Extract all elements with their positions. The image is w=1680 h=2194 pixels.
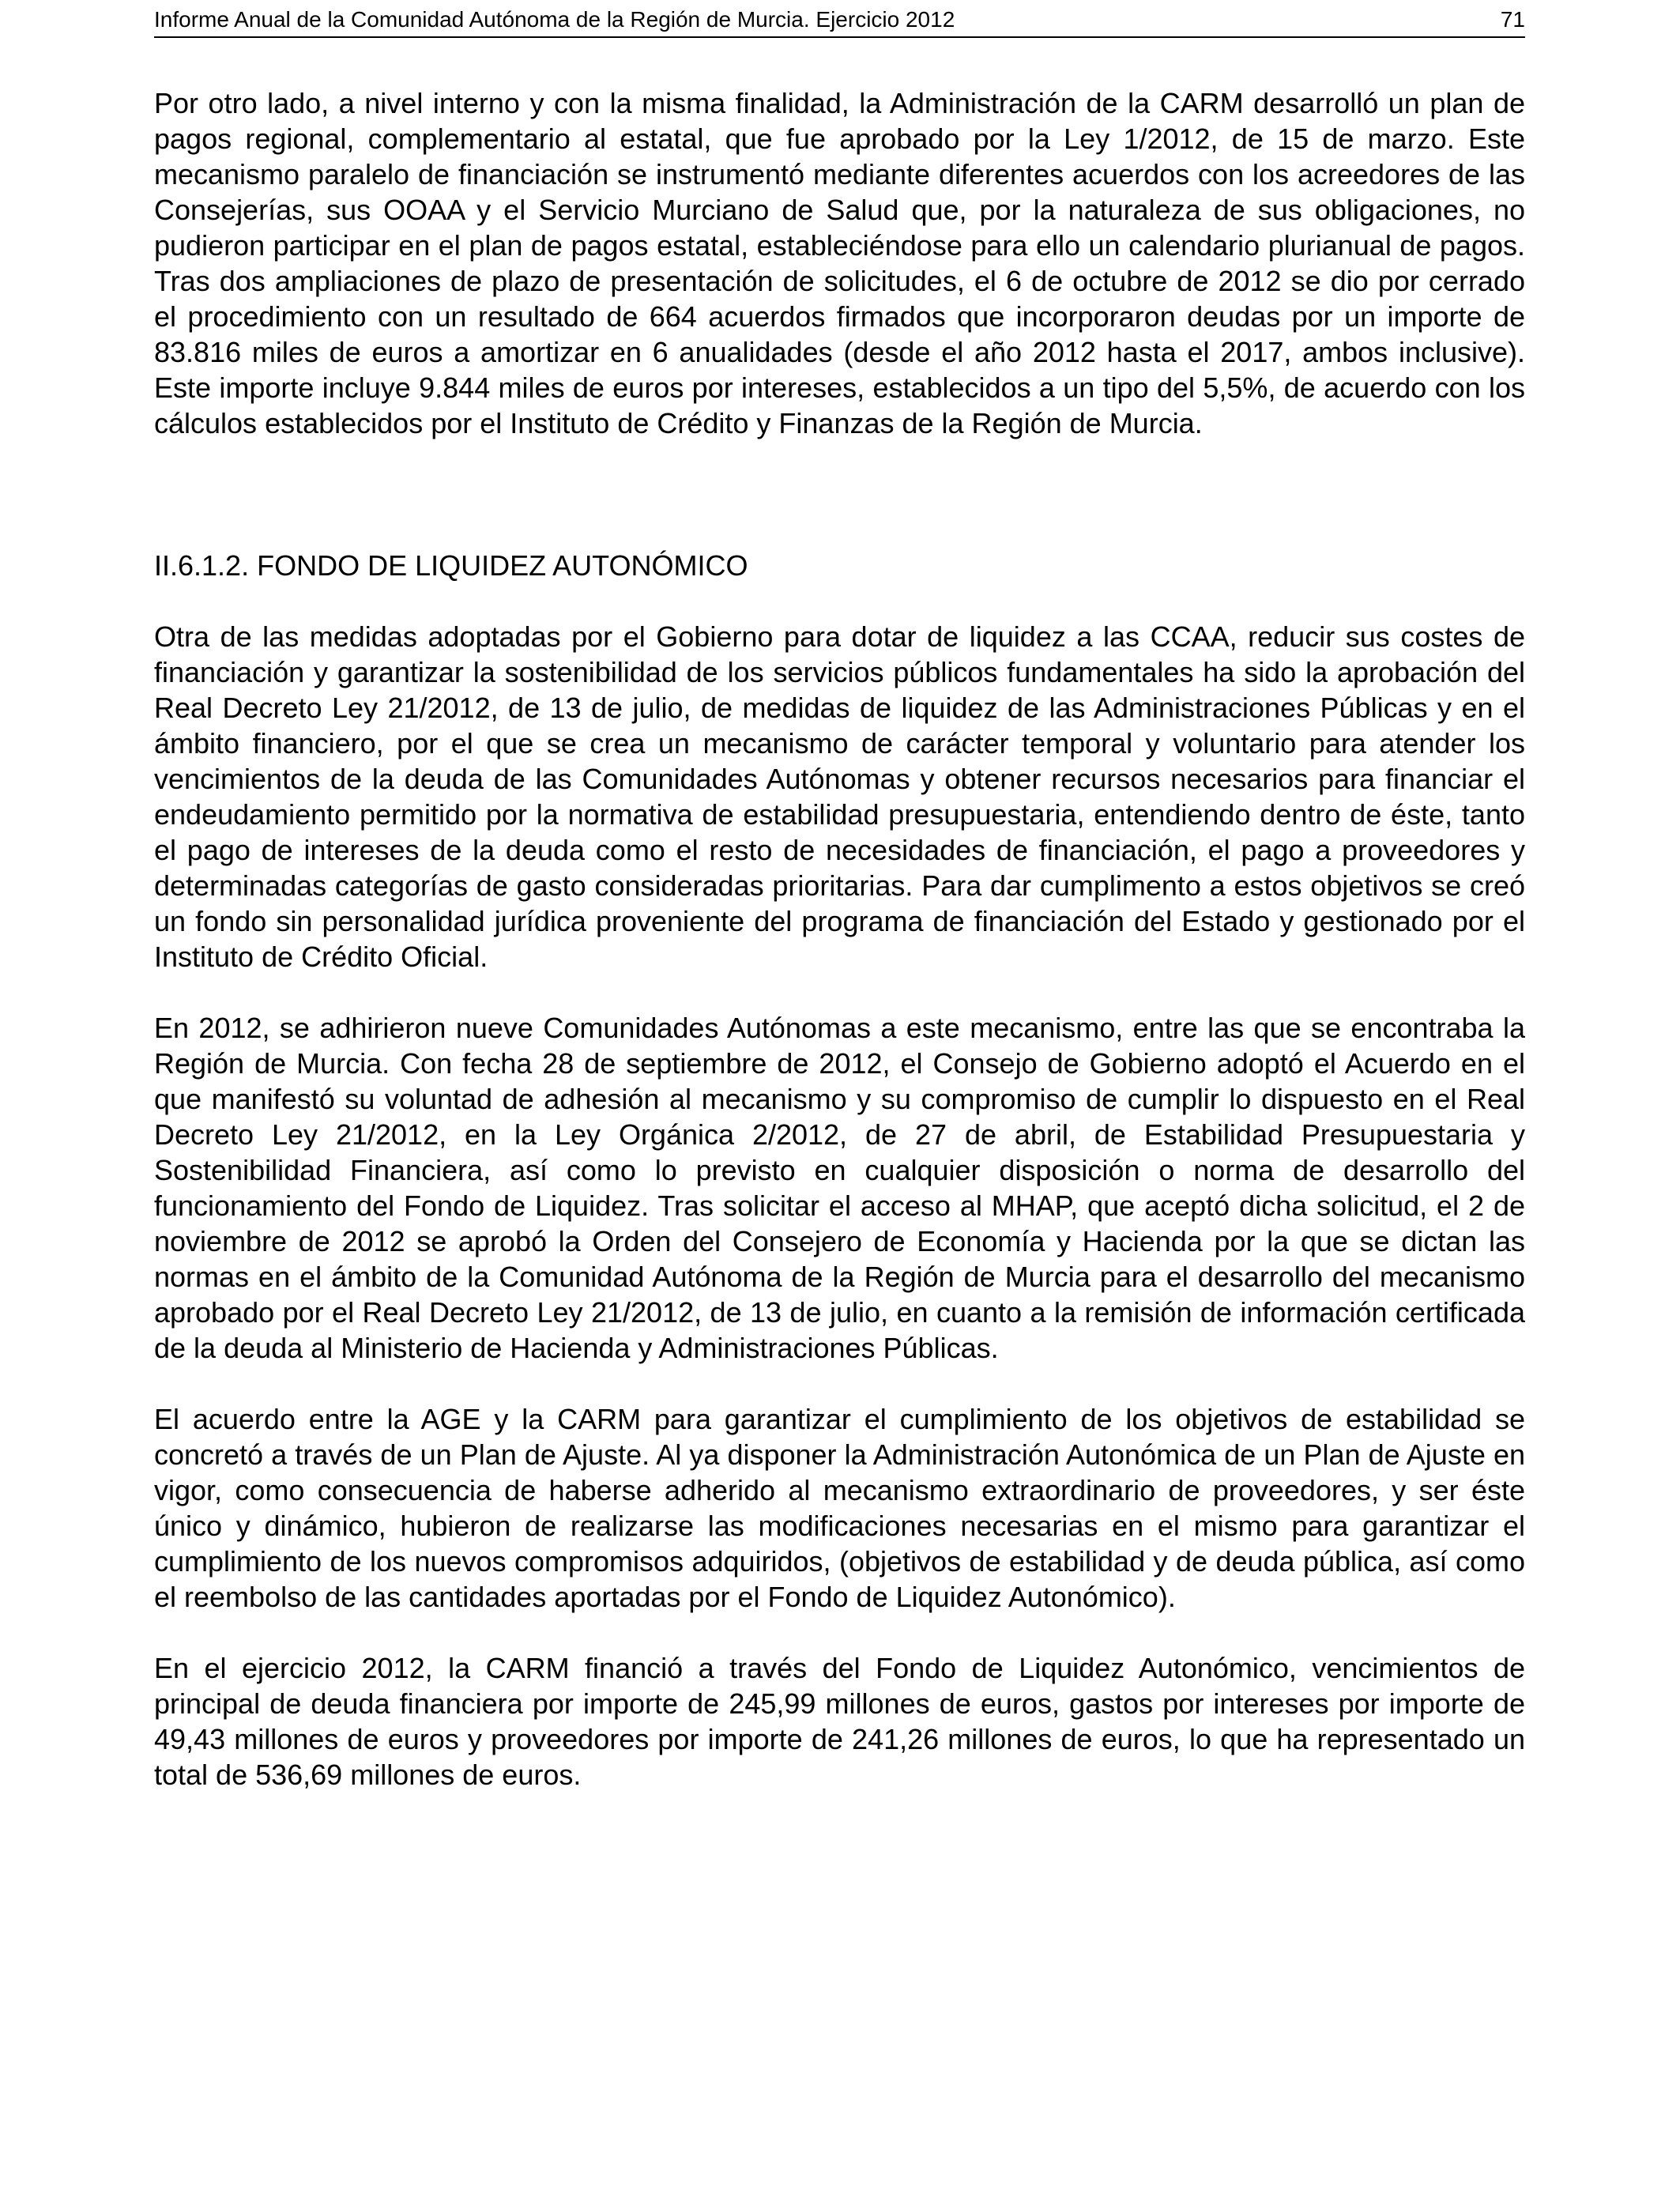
body-paragraph: En 2012, se adhirieron nueve Comunidades Autónomas a este mecanismo, entre las que se encontraba la Región de Murcia. Con fecha 28 de septiembre de 2012, el Consejo de Gobierno adoptó el Acuerdo en el que manifestó su voluntad de adhesión al mecanismo y su compromiso de cumplir lo dispuesto en el Real Decreto Ley 21/2012, en la Ley Orgánica 2/2012, de 27 de abril, de Estabilidad Presupuestaria y Sostenibilidad Financiera, así como lo previsto en cualquier disposición o norma de desarrollo del funcionamiento del Fondo de Liquidez. Tras solicitar el acceso al MHAP, que aceptó dicha solicitud, el 2 de noviembre de 2012 se aprobó la Orden del Consejero de Economía y Hacienda por la que se dictan las normas en el ámbito de la Comunidad Autónoma de la Región de Murcia para el desarrollo del mecanismo aprobado por el Real Decreto Ley 21/2012, de 13 de julio, en cuanto a la remisión de información certificada de la deuda al Ministerio de Hacienda y Administraciones Públicas.: [154, 1012, 1525, 1364]
page-number: 71: [1500, 7, 1525, 32]
document-body: [154, 85, 1525, 1828]
body-paragraph: En el ejercicio 2012, la CARM financió a través del Fondo de Liquidez Autonómico, vencimientos de principal de deuda financiera por importe de 245,99 millones de euros, gastos por intereses por importe de 49,43 millones de euros y proveedores por importe de 241,26 millones de euros, lo que ha representado un total de 536,69 millones de euros.: [154, 1652, 1525, 1791]
body-paragraph: El acuerdo entre la AGE y la CARM para garantizar el cumplimiento de los objetivos de estabilidad se concretó a través de un Plan de Ajuste. Al ya disponer la Administración Autonómica de un Plan de Ajuste en vigor, como consecuencia de haberse adherido al mecanismo extraordinario de proveedores, y ser éste único y dinámico, hubieron de realizarse las modificaciones necesarias en el mismo para garantizar el cumplimiento de los nuevos compromisos adquiridos, (objetivos de estabilidad y de deuda pública, así como el reembolso de las cantidades aportadas por el Fondo de Liquidez Autonómico).: [154, 1403, 1525, 1613]
section-heading: II.6.1.2. FONDO DE LIQUIDEZ AUTONÓMICO: [154, 549, 748, 582]
body-paragraph: Otra de las medidas adoptadas por el Gobierno para dotar de liquidez a las CCAA, reducir sus costes de financiación y garantizar la sostenibilidad de los servicios públicos fundamentales ha sido la aprobación del Real Decreto Ley 21/2012, de 13 de julio, de medidas de liquidez de las Administraciones Públicas y en el ámbito financiero, por el que se crea un mecanismo de carácter temporal y voluntario para atender los vencimientos de la deuda de las Comunidades Autónomas y obtener recursos necesarios para financiar el endeudamiento permitido por la normativa de estabilidad presupuestaria, entendiendo dentro de éste, tanto el pago de intereses de la deuda como el resto de necesidades de financiación, el pago a proveedores y determinadas categorías de gasto consideradas prioritarias. Para dar cumplimento a estos objetivos se creó un fondo sin personalidad jurídica proveniente del programa de financiación del Estado y gestionado por el Instituto de Crédito Oficial.: [154, 620, 1525, 973]
body-paragraph-intro: Por otro lado, a nivel interno y con la misma finalidad, la Administración de la CARM desarrolló un plan de pagos regional, complementario al estatal, que fue aprobado por la Ley 1/2012, de 15 de marzo. Este mecanismo paralelo de financiación se instrumentó mediante diferentes acuerdos con los acreedores de las Consejerías, sus OOAA y el Servicio Murciano de Salud que, por la naturaleza de sus obligaciones, no pudieron participar en el plan de pagos estatal, estableciéndose para ello un calendario plurianual de pagos. Tras dos ampliaciones de plazo de presentación de solicitudes, el 6 de octubre de 2012 se dio por cerrado el procedimiento con un resultado de 664 acuerdos firmados que incorporaron deudas por un importe de 83.816 miles de euros a amortizar en 6 anualidades (desde el año 2012 hasta el 2017, ambos inclusive). Este importe incluye 9.844 miles de euros por intereses, establecidos a un tipo del 5,5%, de acuerdo con los cálculos establecidos por el Instituto de Crédito y Finanzas de la Región de Murcia.: [154, 87, 1525, 439]
running-header-title: Informe Anual de la Comunidad Autónoma de la Región de Murcia. Ejercicio 2012: [154, 7, 955, 32]
running-header: [154, 5, 1525, 38]
